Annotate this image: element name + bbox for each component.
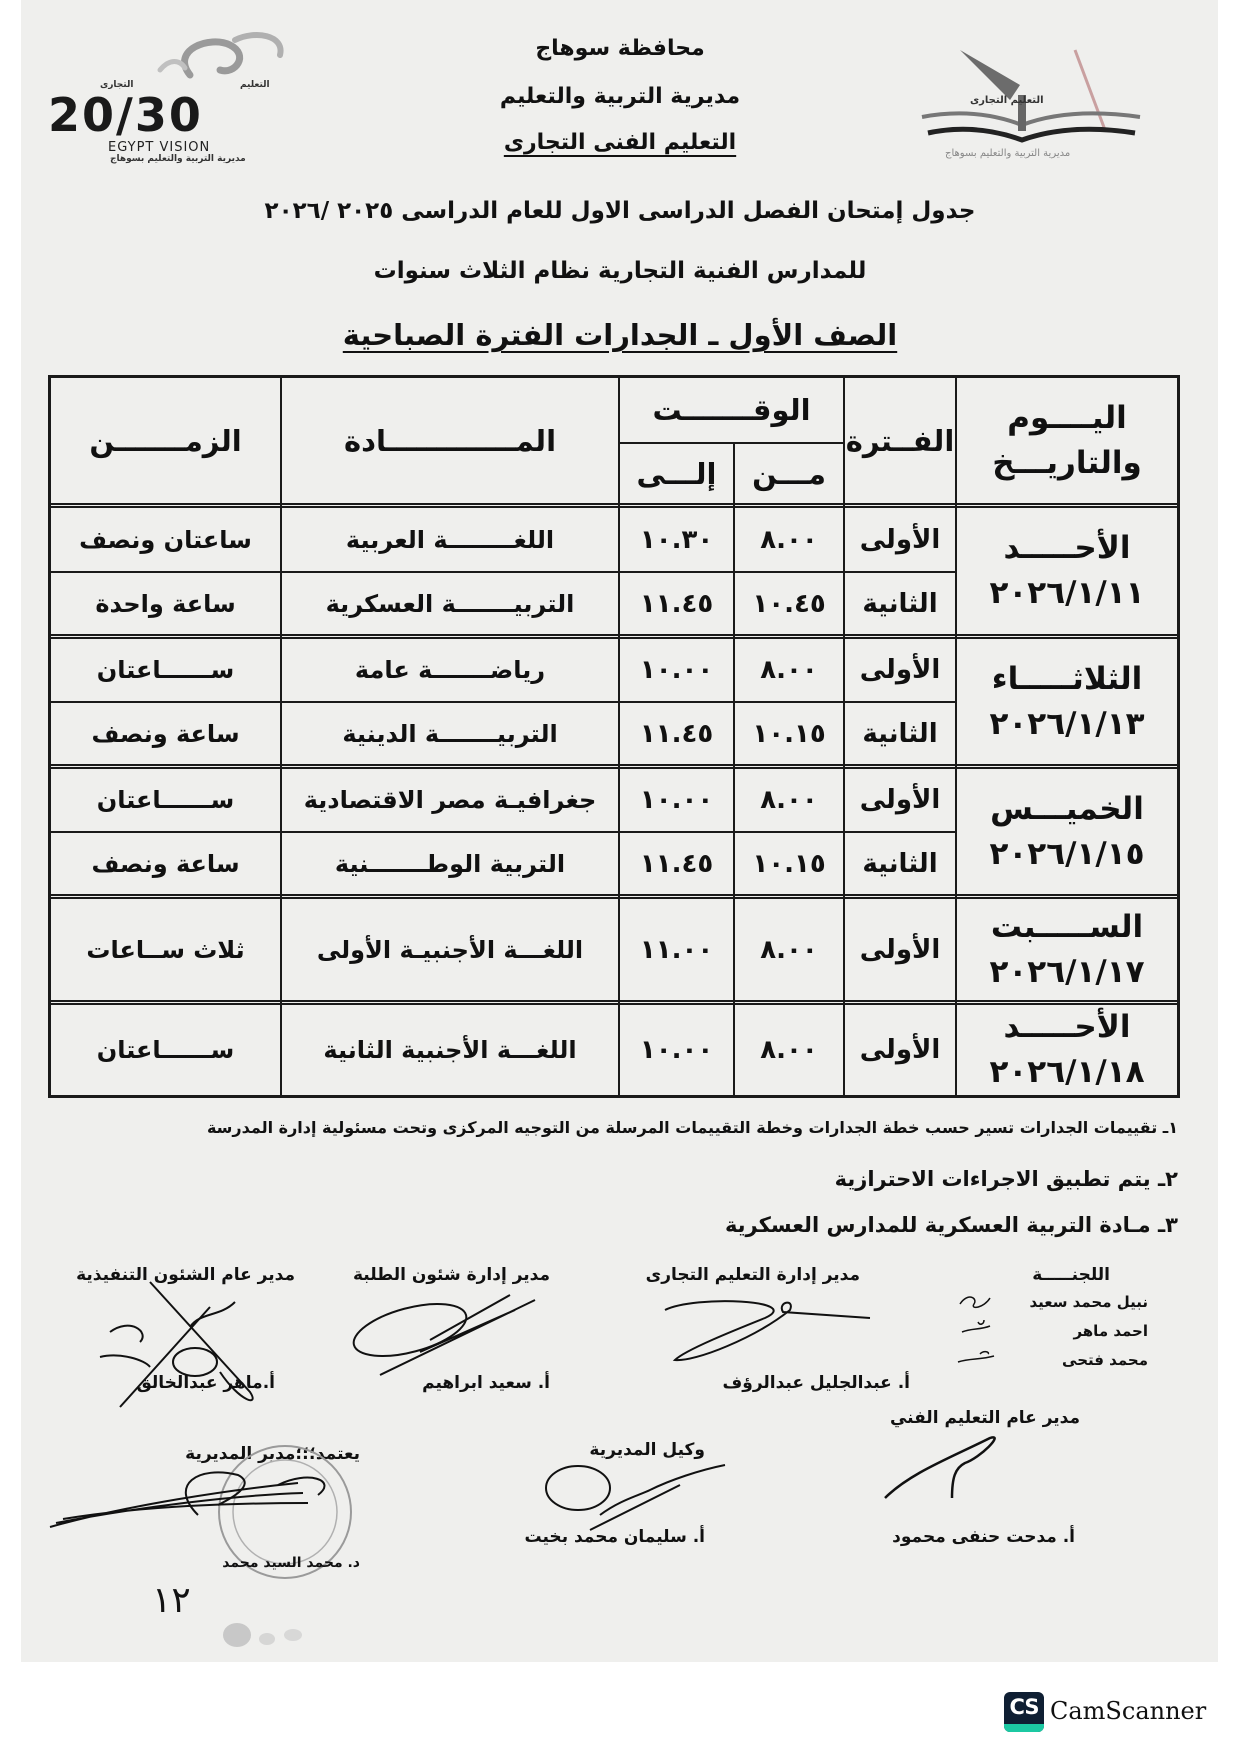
period-cell: الأولى (859, 1035, 941, 1065)
header-from: مـــن (752, 456, 826, 491)
period-cell: الثانية (862, 848, 938, 879)
committee-member: محمد فتحى (1062, 1351, 1148, 1369)
period-cell: الثانية (862, 588, 938, 619)
technical-director-name: أ. مدحت حنفى محمود (892, 1527, 1075, 1547)
day-name: الأحـــــد (1003, 530, 1131, 567)
ink-smudge (215, 1615, 325, 1660)
student-affairs-name: أ. سعيد ابراهيم (422, 1373, 550, 1393)
duration-cell: ساعة واحدة (95, 589, 236, 618)
note-3: ٣ـ مـادة التربية العسكرية للمدارس العسكرية (724, 1213, 1178, 1237)
day-name: الثلاثـــــاء (991, 660, 1143, 697)
commercial-director-signature (655, 1290, 875, 1370)
approval-title: يعتمد؛؛؛مدير المديرية (185, 1444, 360, 1464)
duration-cell: ساعة ونصف (91, 719, 240, 748)
camscanner-logo-icon (1004, 1692, 1044, 1732)
exam-schedule-title: جدول إمتحان الفصل الدراسى الاول للعام الدراسى ٢٠٢٥ /٢٠٢٦ (264, 198, 976, 224)
time-from-cell: ٨.٠٠ (760, 934, 818, 965)
department-name: التعليم الفنى التجارى (503, 130, 737, 155)
day-cell (957, 639, 1177, 764)
time-to-cell: ١١.٤٥ (639, 848, 714, 879)
handwritten-mark: ١٢ (152, 1580, 191, 1621)
commercial-education-logo (900, 45, 1180, 175)
governorate-name: محافظة سوهاج (535, 36, 705, 61)
time-from-cell: ١٠.١٥ (752, 718, 826, 749)
time-to-cell: ١١.٤٥ (639, 588, 714, 619)
day-cell (957, 769, 1177, 894)
time-to-cell: ١٠.٠٠ (639, 785, 714, 815)
logo-caption: مديرية التربية والتعليم بسوهاج (110, 154, 246, 164)
technical-director-title: مدير عام التعليم الفني (889, 1408, 1080, 1428)
day-date: ٢٠٢٦/١/١٥ (989, 835, 1145, 872)
deputy-name: أ. سليمان محمد بخيت (524, 1527, 705, 1547)
time-from-cell: ٨.٠٠ (760, 1035, 818, 1065)
day-cell (957, 1005, 1177, 1095)
day-name: الســـــبت (990, 908, 1144, 945)
period-cell: الأولى (859, 524, 941, 555)
student-affairs-signature (340, 1290, 540, 1380)
time-from-cell: ١٠.٤٥ (752, 588, 826, 619)
egypt-vision-2030-logo (40, 30, 340, 164)
time-to-cell: ١١.٤٥ (639, 718, 714, 749)
period-cell: الأولى (859, 785, 941, 815)
technical-director-signature (880, 1433, 1020, 1503)
note-2: ٢ـ يتم تطبيق الاجراءات الاحترازية (834, 1167, 1178, 1191)
subject-cell: جغرافيـة مصر الاقتصادية (303, 786, 597, 814)
time-to-cell: ١٠.٣٠ (639, 524, 714, 555)
committee-member: نبيل محمد سعيد (1029, 1293, 1148, 1311)
approval-name: د. محمد السيد محمد (222, 1555, 360, 1571)
period-cell: الأولى (859, 934, 941, 965)
student-affairs-title: مدير إدارة شئون الطلبة (352, 1265, 550, 1285)
header-duration: الزمـــــــن (89, 423, 242, 458)
subject-cell: اللغـــة الأجنبيـة الأولى (316, 935, 584, 964)
day-date: ٢٠٢٦/١/١٧ (989, 953, 1145, 990)
header-day-label: اليــــوم (1007, 399, 1127, 436)
subject-cell: التربيـــــــة العسكرية (325, 589, 575, 618)
header-date-label: والتاريـــخ (992, 444, 1142, 481)
deputy-title: وكيل المديرية (589, 1440, 705, 1460)
directorate-name: مديرية التربية والتعليم (499, 84, 741, 109)
day-date: ٢٠٢٦/١/١٨ (989, 1054, 1145, 1090)
duration-cell: ســــــاعتان (96, 786, 235, 814)
period-cell: الأولى (859, 655, 941, 685)
header-time: الوقـــــــت (652, 393, 811, 427)
subject-cell: التربية الوطـــــــنية (334, 849, 566, 878)
time-to-cell: ١١.٠٠ (639, 934, 714, 965)
executive-affairs-title: مدير عام الشئون التنفيذية (76, 1265, 295, 1285)
subject-cell: اللغــــــــة العربية (345, 525, 555, 554)
commercial-director-title: مدير إدارة التعليم التجارى (645, 1265, 860, 1285)
time-from-cell: ٨.٠٠ (760, 524, 818, 555)
header-subject: المـــــــــــــادة (343, 423, 557, 458)
note-1: ١ـ تقييمات الجدارات تسير حسب خطة الجدارات وخطة التقييمات المرسلة من التوجيه المركزى وتحت مسئولية إدارة المدرسة (206, 1118, 1178, 1137)
duration-cell: ثلاث ســاعات (86, 935, 245, 964)
day-name: الأحـــــد (1003, 1009, 1131, 1046)
executive-affairs-name: أ.ماهر عبدالخالق (136, 1373, 275, 1393)
day-name: الخميـــس (990, 790, 1144, 827)
camscanner-badge-text: CS (1009, 1695, 1039, 1719)
camscanner-badge-bar (1004, 1724, 1044, 1732)
time-to-cell: ١٠.٠٠ (639, 1035, 714, 1065)
grade-session-title: الصف الأول ـ الجدارات الفترة الصباحية (342, 318, 898, 352)
logo-tag-left: التجارى (100, 80, 134, 90)
time-to-cell: ١٠.٠٠ (639, 655, 714, 685)
time-from-cell: ٨.٠٠ (760, 655, 818, 685)
committee-title: اللجنـــــة (1032, 1265, 1110, 1285)
logo-right-caption: مديرية التربية والتعليم بسوهاج (945, 148, 1071, 159)
duration-cell: ســــــاعتان (96, 656, 235, 684)
header-day-date (957, 378, 1177, 503)
day-date: ٢٠٢٦/١/١١ (989, 575, 1145, 611)
day-date: ٢٠٢٦/١/١٣ (989, 705, 1145, 742)
period-cell: الثانية (862, 718, 938, 749)
subject-cell: رياضـــــــة عامة (354, 656, 546, 684)
committee-initials-signature (950, 1288, 1000, 1378)
subject-cell: اللغـــة الأجنبية الثانية (323, 1036, 577, 1064)
schools-subtitle: للمدارس الفنية التجارية نظام الثلاث سنوات (373, 258, 867, 284)
logo-tag-right: التعليم (240, 80, 270, 90)
time-from-cell: ٨.٠٠ (760, 785, 818, 815)
duration-cell: ســــــاعتان (96, 1036, 235, 1064)
logo-swirl-icon (140, 30, 300, 90)
time-from-cell: ١٠.١٥ (752, 848, 826, 879)
camscanner-label: CamScanner (1050, 1697, 1207, 1725)
logo-2030-text: 20/30 (48, 88, 203, 142)
subject-cell: التربيـــــــة الدينية (342, 719, 558, 748)
logo-right-tag: التعليم التجارى (970, 95, 1044, 106)
committee-member: احمد ماهر (1073, 1322, 1148, 1340)
header-period: الفــترة (845, 423, 955, 458)
header-to: إلـــى (636, 456, 717, 491)
commercial-director-name: أ. عبدالجليل عبدالرؤف (722, 1373, 910, 1393)
day-cell (957, 899, 1177, 1000)
duration-cell: ساعة ونصف (91, 849, 240, 878)
logo-egypt-vision-text: EGYPT VISION (108, 140, 211, 155)
day-cell (957, 508, 1177, 634)
duration-cell: ساعتان ونصف (79, 525, 252, 554)
approval-signature (48, 1465, 348, 1535)
